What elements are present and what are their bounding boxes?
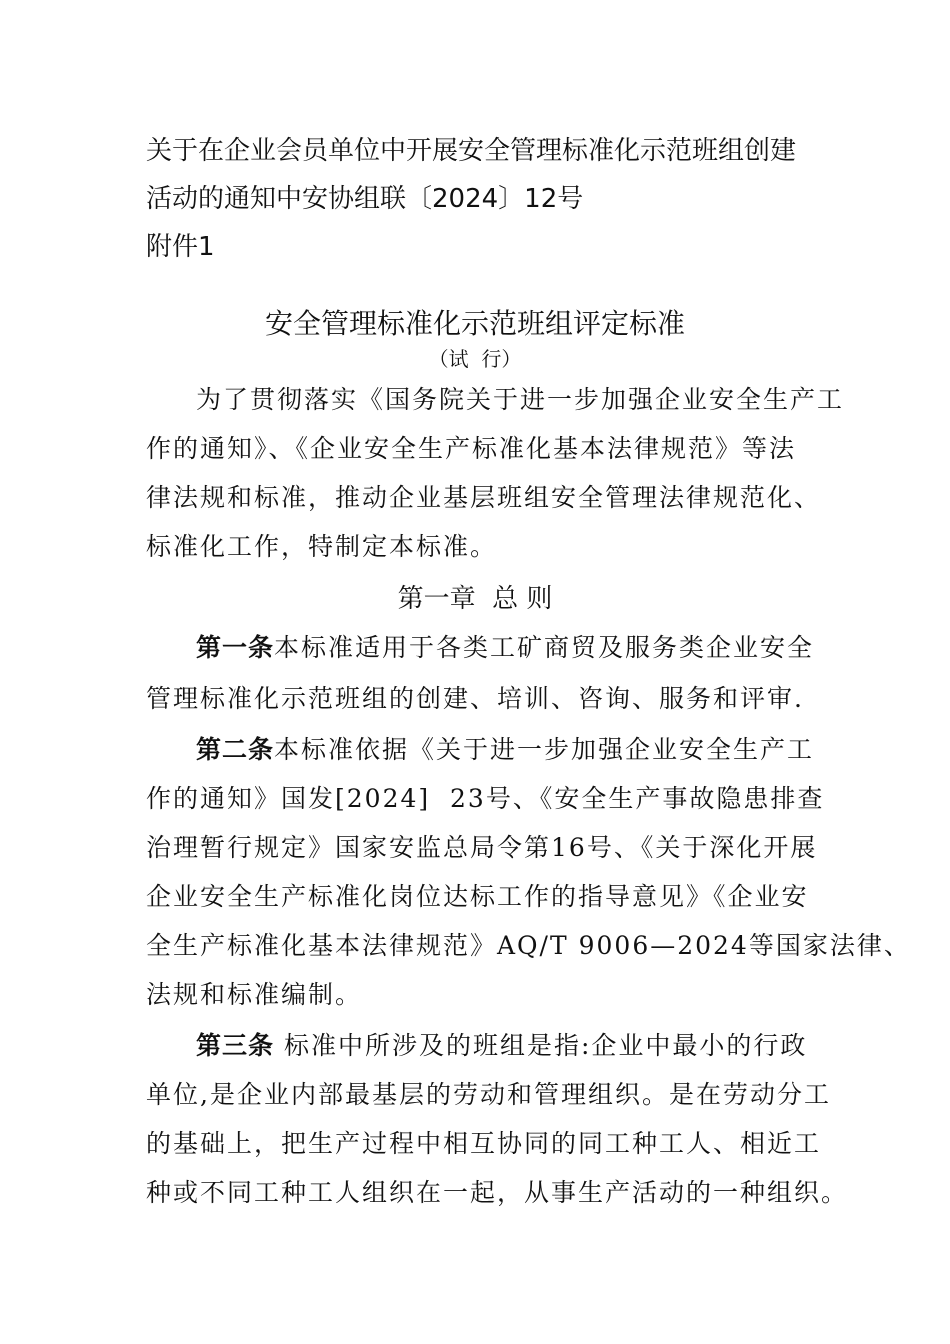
document-subtitle: （试 行） (428, 347, 522, 371)
article-1-first-line (196, 632, 814, 664)
preamble-line: 律法规和标准，推动企业基层班组安全管理法律规范化、 (146, 483, 822, 512)
article-label: 第二条 (196, 735, 275, 764)
article-line: 企业安全生产标准化岗位达标工作的指导意见》《企业安 (146, 882, 809, 911)
article-label: 第三条 (196, 1031, 275, 1060)
preamble-line: 作的通知》、《企业安全生产标准化基本法律规范》等法 (146, 434, 797, 463)
article-line: 法规和标准编制。 (146, 980, 363, 1009)
article-text: 本标准适用于各类工矿商贸及服务类企业安全 (274, 633, 815, 662)
article-line: 管理标准化示范班组的创建、培训、咨询、服务和评审. (146, 684, 804, 713)
preamble-line: 标准化工作，特制定本标准。 (146, 532, 498, 561)
chapter-heading: 第一章 总 则 (397, 584, 553, 614)
document-title: 安全管理标准化示范班组评定标准 (264, 307, 685, 340)
article-line: 单位,是企业内部最基层的劳动和管理组织。是在劳动分工 (146, 1080, 831, 1109)
article-2-first-line (196, 734, 814, 766)
article-text: 本标准依据《关于进一步加强企业安全生产工 (274, 735, 815, 764)
article-label: 第一条 (196, 633, 275, 662)
notice-title-line-1: 关于在企业会员单位中开展安全管理标准化示范班组创建 (146, 136, 797, 166)
preamble-line: 为了贯彻落实《国务院关于进一步加强企业安全生产工 (196, 385, 845, 414)
article-line: 全生产标准化基本法律规范》AQ/T 9006—2024等国家法律、 (146, 931, 911, 960)
article-line: 的基础上，把生产过程中相互协同的同工种工人、相近工 (146, 1129, 822, 1158)
article-line: 种或不同工种工人组织在一起，从事生产活动的一种组织。 (146, 1178, 849, 1207)
article-line: 治理暂行规定》国家安监总局令第16号、《关于深化开展 (146, 833, 818, 862)
article-3-first-line (196, 1030, 807, 1062)
attachment-label: 附件1 (146, 232, 215, 262)
notice-title-line-2: 活动的通知中安协组联〔2024〕12号 (146, 184, 584, 214)
article-line: 作的通知》国发[2024] 23号、《安全生产事故隐患排查 (146, 784, 825, 813)
article-text: 标准中所涉及的班组是指:企业中最小的行政 (274, 1031, 808, 1060)
